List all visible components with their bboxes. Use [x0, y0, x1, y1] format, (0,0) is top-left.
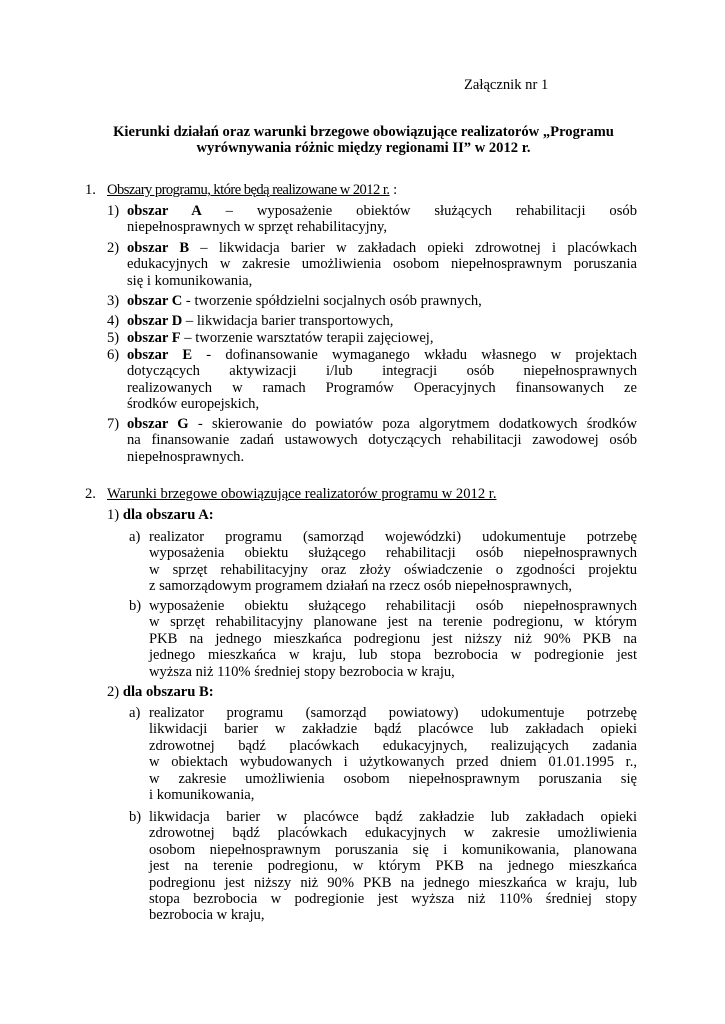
point-text: i komunikowania,: [149, 787, 255, 804]
item-text: niepełnosprawnych w sprzęt rehabilitacyjny,: [127, 219, 388, 236]
point-letter: b): [129, 598, 142, 614]
point-letter: b): [129, 809, 142, 825]
area-item-c: [107, 293, 637, 309]
area-item-a: [107, 203, 637, 236]
item-text: edukacyjnych w zakresie umożliwienia osobom niepełnosprawnym poruszania: [127, 256, 637, 273]
item-number: 3): [107, 293, 120, 309]
item-text: - skierowanie do powiatów poza algorytmem dodatkowych środków: [188, 416, 637, 432]
point-text: zdrowotnej bądź placówkach edukacyjnych, realizujących zadania: [149, 737, 637, 754]
item-label: obszar E: [127, 347, 193, 363]
item-number: 7): [107, 416, 120, 432]
condition-b-a: [129, 705, 637, 803]
item-number: 2): [107, 240, 120, 256]
point-text: stopa bezrobocia w podregionie jest wyższa niż 110% średniej stopy: [149, 891, 637, 908]
point-text: jest na terenie podregionu, w którym PKB na jednego mieszkańca: [149, 858, 637, 875]
item-text: – likwidacja barier transportowych,: [182, 313, 394, 329]
condition-a-a: [129, 529, 637, 595]
section-1-title-suffix: :: [389, 182, 398, 198]
point-text: wyposażenie obiektu służącego rehabilitacji osób niepełnosprawnych: [149, 598, 637, 614]
point-text: realizator programu (samorząd wojewódzki) udokumentuje potrzebę: [149, 529, 637, 545]
area-item-f: [107, 330, 637, 346]
item-text: niepełnosprawnych.: [127, 448, 245, 465]
item-label: obszar A: [127, 203, 202, 219]
point-text: likwidacji barier w zakładzie bądź placówce lub zakładach opieki: [149, 721, 637, 738]
point-text: wyższa niż 110% średniej stopy bezrobocia w kraju,: [149, 663, 455, 680]
point-letter: a): [129, 529, 141, 545]
item-label: obszar G: [127, 416, 189, 432]
item-text: – wyposażenie obiektów służących rehabilitacji osób: [201, 203, 637, 219]
section-2-title: Warunki brzegowe obowiązujące realizatorów programu w 2012 r.: [107, 486, 497, 502]
point-text: realizator programu (samorząd powiatowy) udokumentuje potrzebę: [149, 705, 637, 721]
item-text: realizowanych w ramach Programów Operacyjnych finansowanych ze: [127, 379, 637, 396]
item-label: obszar F: [127, 330, 181, 346]
point-text: w sprzęt rehabilitacyjny planowane jest na terenie podregionu, w którym: [149, 614, 637, 631]
area-item-g: [107, 416, 637, 465]
item-number: 4): [107, 313, 120, 329]
item-text: środków europejskich,: [127, 396, 260, 413]
section-1-title: Obszary programu, które będą realizowane w 2012 r.: [107, 182, 390, 198]
point-text: wyposażenia obiektu służącego rehabilitacji osób niepełnosprawnych: [149, 545, 637, 562]
point-text: z samorządowym programem działań na rzecz osób niepełnosprawnych,: [149, 578, 573, 595]
point-text: bezrobocia w kraju,: [149, 907, 265, 924]
point-text: w obiektach wybudowanych i użytkowanych przed dniem 01.01.1995 r.,: [149, 754, 637, 771]
item-text: – tworzenie warsztatów terapii zajęciowej,: [180, 330, 434, 346]
condition-a-b: [129, 598, 637, 680]
condition-b-b: [129, 809, 637, 924]
item-text: - dofinansowanie wymaganego wkładu własnego w projektach: [192, 347, 637, 363]
section-1-heading: [85, 182, 397, 198]
point-text: w zakresie umożliwienia osobom niepełnosprawnym poruszania się: [149, 770, 637, 787]
document-title: Kierunki działań oraz warunki brzegowe obowiązujące realizatorów „Programu wyrównywania różnic między regionami II” w 2012 r.: [113, 124, 614, 157]
annex-label: Załącznik nr 1: [464, 77, 549, 93]
item-number: 6): [107, 347, 120, 363]
point-text: w sprzęt rehabilitacyjny oraz złoży oświadczenie o zgodności projektu: [149, 561, 637, 578]
area-item-e: [107, 347, 637, 413]
item-text: dotyczących aktywizacji i/lub integracji osób niepełnosprawnych: [127, 363, 637, 380]
group-label: dla obszaru A:: [122, 507, 214, 523]
group-number: 1): [107, 507, 120, 523]
item-number: 5): [107, 330, 120, 346]
group-b-heading: [107, 684, 214, 700]
group-label: dla obszaru B:: [122, 684, 214, 700]
item-label: obszar B: [127, 240, 190, 256]
item-text: się i komunikowania,: [127, 272, 253, 289]
point-text: likwidacja barier w placówce bądź zakładzie lub zakładach opieki: [149, 809, 637, 825]
point-text: podregionu jest niższy niż 90% PKB na jednego mieszkańca w kraju, lub: [149, 874, 637, 891]
group-number: 2): [107, 684, 120, 700]
point-letter: a): [129, 705, 141, 721]
section-1-number: 1.: [85, 182, 96, 198]
group-a-heading: [107, 507, 214, 523]
item-text: - tworzenie spółdzielni socjalnych osób prawnych,: [182, 293, 482, 309]
section-2-number: 2.: [85, 486, 96, 502]
point-text: jednego mieszkańca w kraju, lub stopa bezrobocia w podregionie jest: [149, 647, 637, 664]
point-text: osobom niepełnosprawnym poruszania się i komunikowania, planowana: [149, 841, 637, 858]
item-text: – likwidacja barier w zakładach opieki zdrowotnej i placówkach: [189, 240, 638, 256]
item-label: obszar C: [127, 293, 183, 309]
item-label: obszar D: [127, 313, 183, 329]
area-item-d: [107, 313, 637, 329]
item-number: 1): [107, 203, 120, 219]
area-item-b: [107, 240, 637, 289]
section-2-heading: [85, 486, 496, 502]
point-text: zdrowotnej bądź placówkach edukacyjnych w zakresie umożliwienia: [149, 825, 637, 842]
item-text: na finansowanie zadań ustawowych dotyczących rehabilitacji zawodowej osób: [127, 432, 637, 449]
point-text: PKB na jednego mieszkańca podregionu jest niższy niż 90% PKB na: [149, 630, 637, 647]
